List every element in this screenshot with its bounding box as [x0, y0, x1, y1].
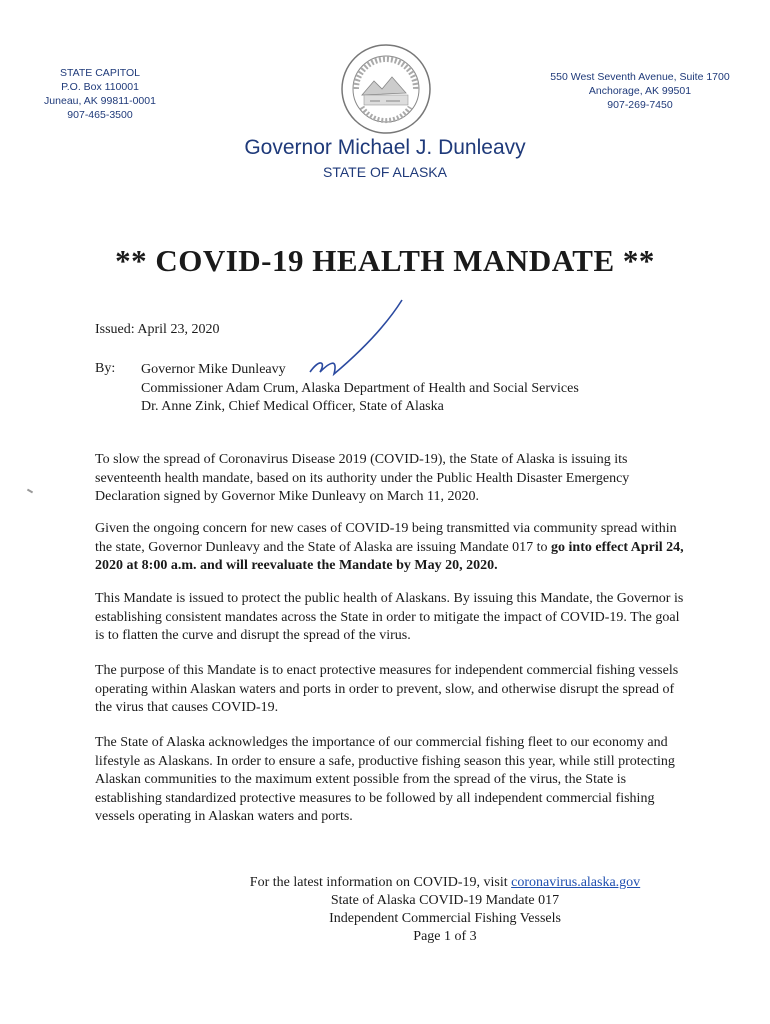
- footer-info-text: For the latest information on COVID-19, visit: [249, 875, 512, 890]
- address-line: P.O. Box 110001: [61, 81, 139, 93]
- effective-date-text: go into effect April 24, 2020 at 8:00 a.m. and will reevaluate the Mandate by May 20, 2020.: [95, 539, 684, 573]
- governor-name: Governor Michael J. Dunleavy: [244, 136, 526, 159]
- address-line: STATE CAPITOL: [60, 67, 140, 79]
- footer-info-line: [200, 874, 690, 892]
- signers-list: [141, 361, 579, 417]
- issued-date: Issued: April 23, 2020: [95, 322, 220, 337]
- scan-mark: [27, 489, 33, 494]
- left-address-block: [40, 66, 160, 122]
- footer-subject-line: Independent Commercial Fishing Vessels: [329, 911, 561, 926]
- signer-line: Governor Mike Dunleavy: [141, 362, 286, 377]
- right-address-block: [540, 70, 740, 112]
- address-line: Anchorage, AK 99501: [588, 85, 692, 97]
- address-line: 907-465-3500: [67, 109, 133, 121]
- state-name: STATE OF ALASKA: [323, 164, 447, 180]
- paragraph-3: This Mandate is issued to protect the public health of Alaskans. By issuing this Mandate, the Governor is establishing consistent mandates across the State in order to mitigate the impact of COVID-19. The goal is to flatten the curve and disrupt the spread of the virus.: [95, 591, 684, 643]
- page-footer: [200, 874, 690, 946]
- paragraph-2: [95, 520, 685, 576]
- footer-mandate-line: State of Alaska COVID-19 Mandate 017: [330, 893, 560, 908]
- paragraph-2-text: Given the ongoing concern for new cases of COVID-19 being transmitted via community spread within the state, Governor Dunleavy and the State of Alaska are issuing Mandate 017 to: [95, 521, 677, 555]
- paragraph-1: To slow the spread of Coronavirus Disease 2019 (COVID-19), the State of Alaska is issuing its seventeenth health mandate, based on its authority under the Public Health Disaster Emergency Declaration signed by Governor Mike Dunleavy on March 11, 2020.: [95, 452, 630, 504]
- address-line: 907-269-7450: [607, 99, 673, 111]
- page-number: Page 1 of 3: [413, 929, 477, 944]
- address-line: 550 West Seventh Avenue, Suite 1700: [550, 71, 730, 83]
- coronavirus-site-link[interactable]: coronavirus.alaska.gov: [511, 875, 641, 890]
- signer-line: Dr. Anne Zink, Chief Medical Officer, State of Alaska: [141, 399, 444, 414]
- paragraph-5: The State of Alaska acknowledges the importance of our commercial fishing fleet to our economy and lifestyle as Alaskans. In order to ensure a safe, productive fishing season this year, while still protecting Alaskan communities to the maximum extent possible from the spread of the virus, the State is establishing standardized protective measures to be followed by all independent commercial fishing vessels operating in Alaskan waters and ports.: [95, 735, 675, 824]
- by-label: By:: [95, 361, 116, 376]
- address-line: Juneau, AK 99811-0001: [44, 95, 156, 107]
- state-seal-icon: [340, 43, 432, 135]
- document-title: ** COVID-19 HEALTH MANDATE **: [115, 243, 655, 278]
- paragraph-4: The purpose of this Mandate is to enact protective measures for independent commercial fishing vessels operating within Alaskan waters and ports in order to prevent, slow, and otherwise disrupt the spread of the virus that causes COVID-19.: [95, 663, 679, 715]
- signer-line: Commissioner Adam Crum, Alaska Department of Health and Social Services: [141, 380, 579, 396]
